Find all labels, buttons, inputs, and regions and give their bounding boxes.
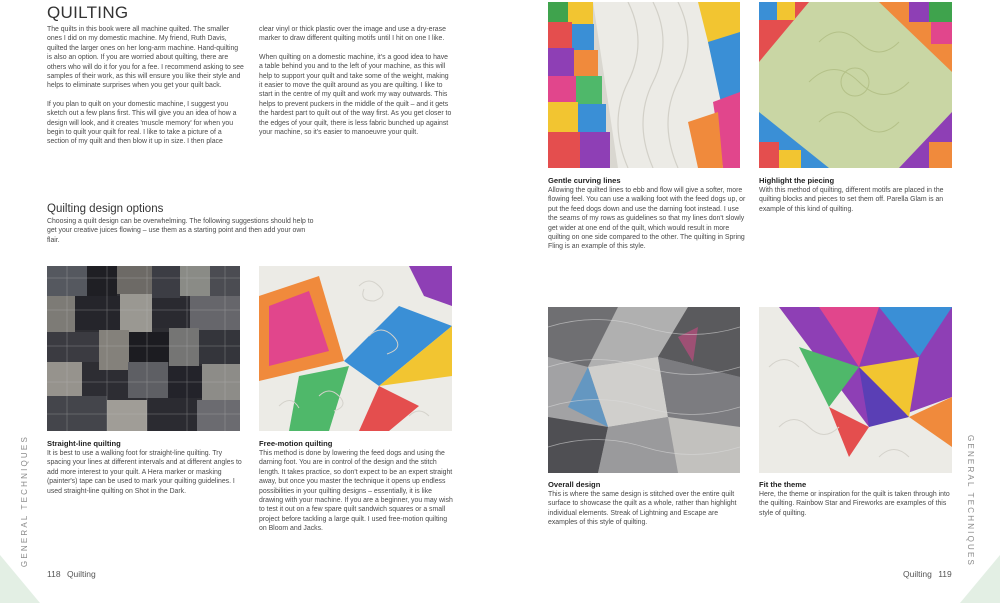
options-heading: Quilting design options <box>47 203 164 215</box>
caption-title: Gentle curving lines <box>548 176 621 185</box>
options-paragraph: Choosing a quilt design can be overwhelming. The following suggestions should help to get your creative juices flowing – use them as a starting point and then add your own flair. <box>47 218 314 244</box>
footer-label: Quilting <box>903 569 932 579</box>
caption-title: Straight-line quilting <box>47 439 121 448</box>
side-label-left: GENERAL TECHNIQUES <box>20 435 29 568</box>
intro-column-1 <box>47 25 245 147</box>
straight-line-caption <box>47 439 243 496</box>
page-heading: QUILTING <box>47 3 129 22</box>
caption-text: This is where the same design is stitched over the entire quilt surface to showcase the quilt as a whole, rather than highlight individual elements. Streak of Lightning and Escape are examples of this style of quilting. <box>548 491 737 527</box>
gentle-curving-photo <box>548 2 740 168</box>
straight-line-quilting-photo <box>47 266 240 431</box>
caption-text: It is best to use a walking foot for straight-line quilting. Try spacing your lines at different intervals and at different angles to add more interest to your quilt. A Hera marker or masking (painter's) tape can be used to mark your quilting guidelines. I used straight-line quilting on Shot in the Dark. <box>47 450 242 495</box>
intro-paragraph: The quilts in this book were all machine quilted. The smaller ones I did on my domestic machine. My friend, Ruth Davis, quilted the larger ones on her long-arm machine. Hand-quilting is also an option. If you are worried about quilting, there are others who will do it for you for a fee. I recommend asking to see samples of their work, as this will ensure you like their style and helps to eliminate surprises when you get your quilt back. <box>47 26 244 90</box>
fit-theme-caption <box>759 480 955 518</box>
caption-text: This method is done by lowering the feed dogs and using the darning foot. You are in control of the design and the stitch length. It takes practice, so don't expect to be an expert straight away, but once you master the technique it opens up endless possibilities in your quilting designs – essentially, it is like drawing with your machine. If you are a beginner, you may wish to test it out on a few spare quilt sandwich squares or a small project before tackling a large quilt. I used free-motion quilting on Bloom and Jacks. <box>259 450 453 533</box>
footer-right <box>903 569 952 579</box>
highlight-piecing-photo <box>759 2 952 168</box>
gentle-curving-caption <box>548 176 746 252</box>
footer-label: Quilting <box>66 569 96 579</box>
caption-text: With this method of quilting, different motifs are placed in the quilting blocks and pieces to set them off. Parella Glam is an example of this kind of quilting. <box>759 187 944 213</box>
footer-left <box>47 569 96 579</box>
caption-text: Allowing the quilted lines to ebb and flow will give a softer, more flowing feel. You can use a walking foot with the feed dogs up, or put the feed dogs down and use the darning foot instead. I use the seams of my rows as guidelines so that my lines don't slowly get wider at one end of the quilt, which would result in more quilting on one side compared to the other. The quilting in Spring Fling is an example of this style. <box>548 187 746 251</box>
free-motion-quilting-photo <box>259 266 452 431</box>
page-number: 118 <box>47 569 61 579</box>
highlight-piecing-caption <box>759 176 955 214</box>
fit-theme-photo <box>759 307 952 473</box>
page-number: 119 <box>938 569 952 579</box>
caption-title: Free-motion quilting <box>259 439 333 448</box>
intro-paragraph: If you plan to quilt on your domestic machine, I suggest you sketch out a few plans first. This will give you an idea of how a design will look, and it creates 'muscle memory' for when you begin to quilt your quilt for real. I like to take a picture of a section of my quilt and then blow it up in size. I then place <box>47 100 237 146</box>
overall-design-photo <box>548 307 740 473</box>
caption-title: Overall design <box>548 480 601 489</box>
overall-design-caption <box>548 480 746 528</box>
side-label-right: GENERAL TECHNIQUES <box>966 435 975 568</box>
caption-text: Here, the theme or inspiration for the quilt is taken through into the quilting. Rainbow Star and Fireworks are examples of this style of quilting. <box>759 491 950 517</box>
intro-paragraph: clear vinyl or thick plastic over the image and use a dry-erase marker to draw different quilting motifs until I hit on one I like. <box>259 26 446 43</box>
intro-paragraph: When quilting on a domestic machine, it's a good idea to have a table behind you and to the left of your machine, as this will help to support your quilt and take some of the weight, making it easier to move the quilt around as you are quilting. I like to start in the centre of my quilt and work my way outwards. This helps to prevent puckers in the middle of the quilt – and it gets the hardest part to quilt out of the way first. As you get closer to the edges of your quilt, there is less fabric bunched up against your machine, so it's easier to manoeuvre your quilt. <box>259 53 452 137</box>
caption-title: Highlight the piecing <box>759 176 835 185</box>
free-motion-caption <box>259 439 455 534</box>
caption-title: Fit the theme <box>759 480 807 489</box>
intro-column-2 <box>259 25 453 137</box>
